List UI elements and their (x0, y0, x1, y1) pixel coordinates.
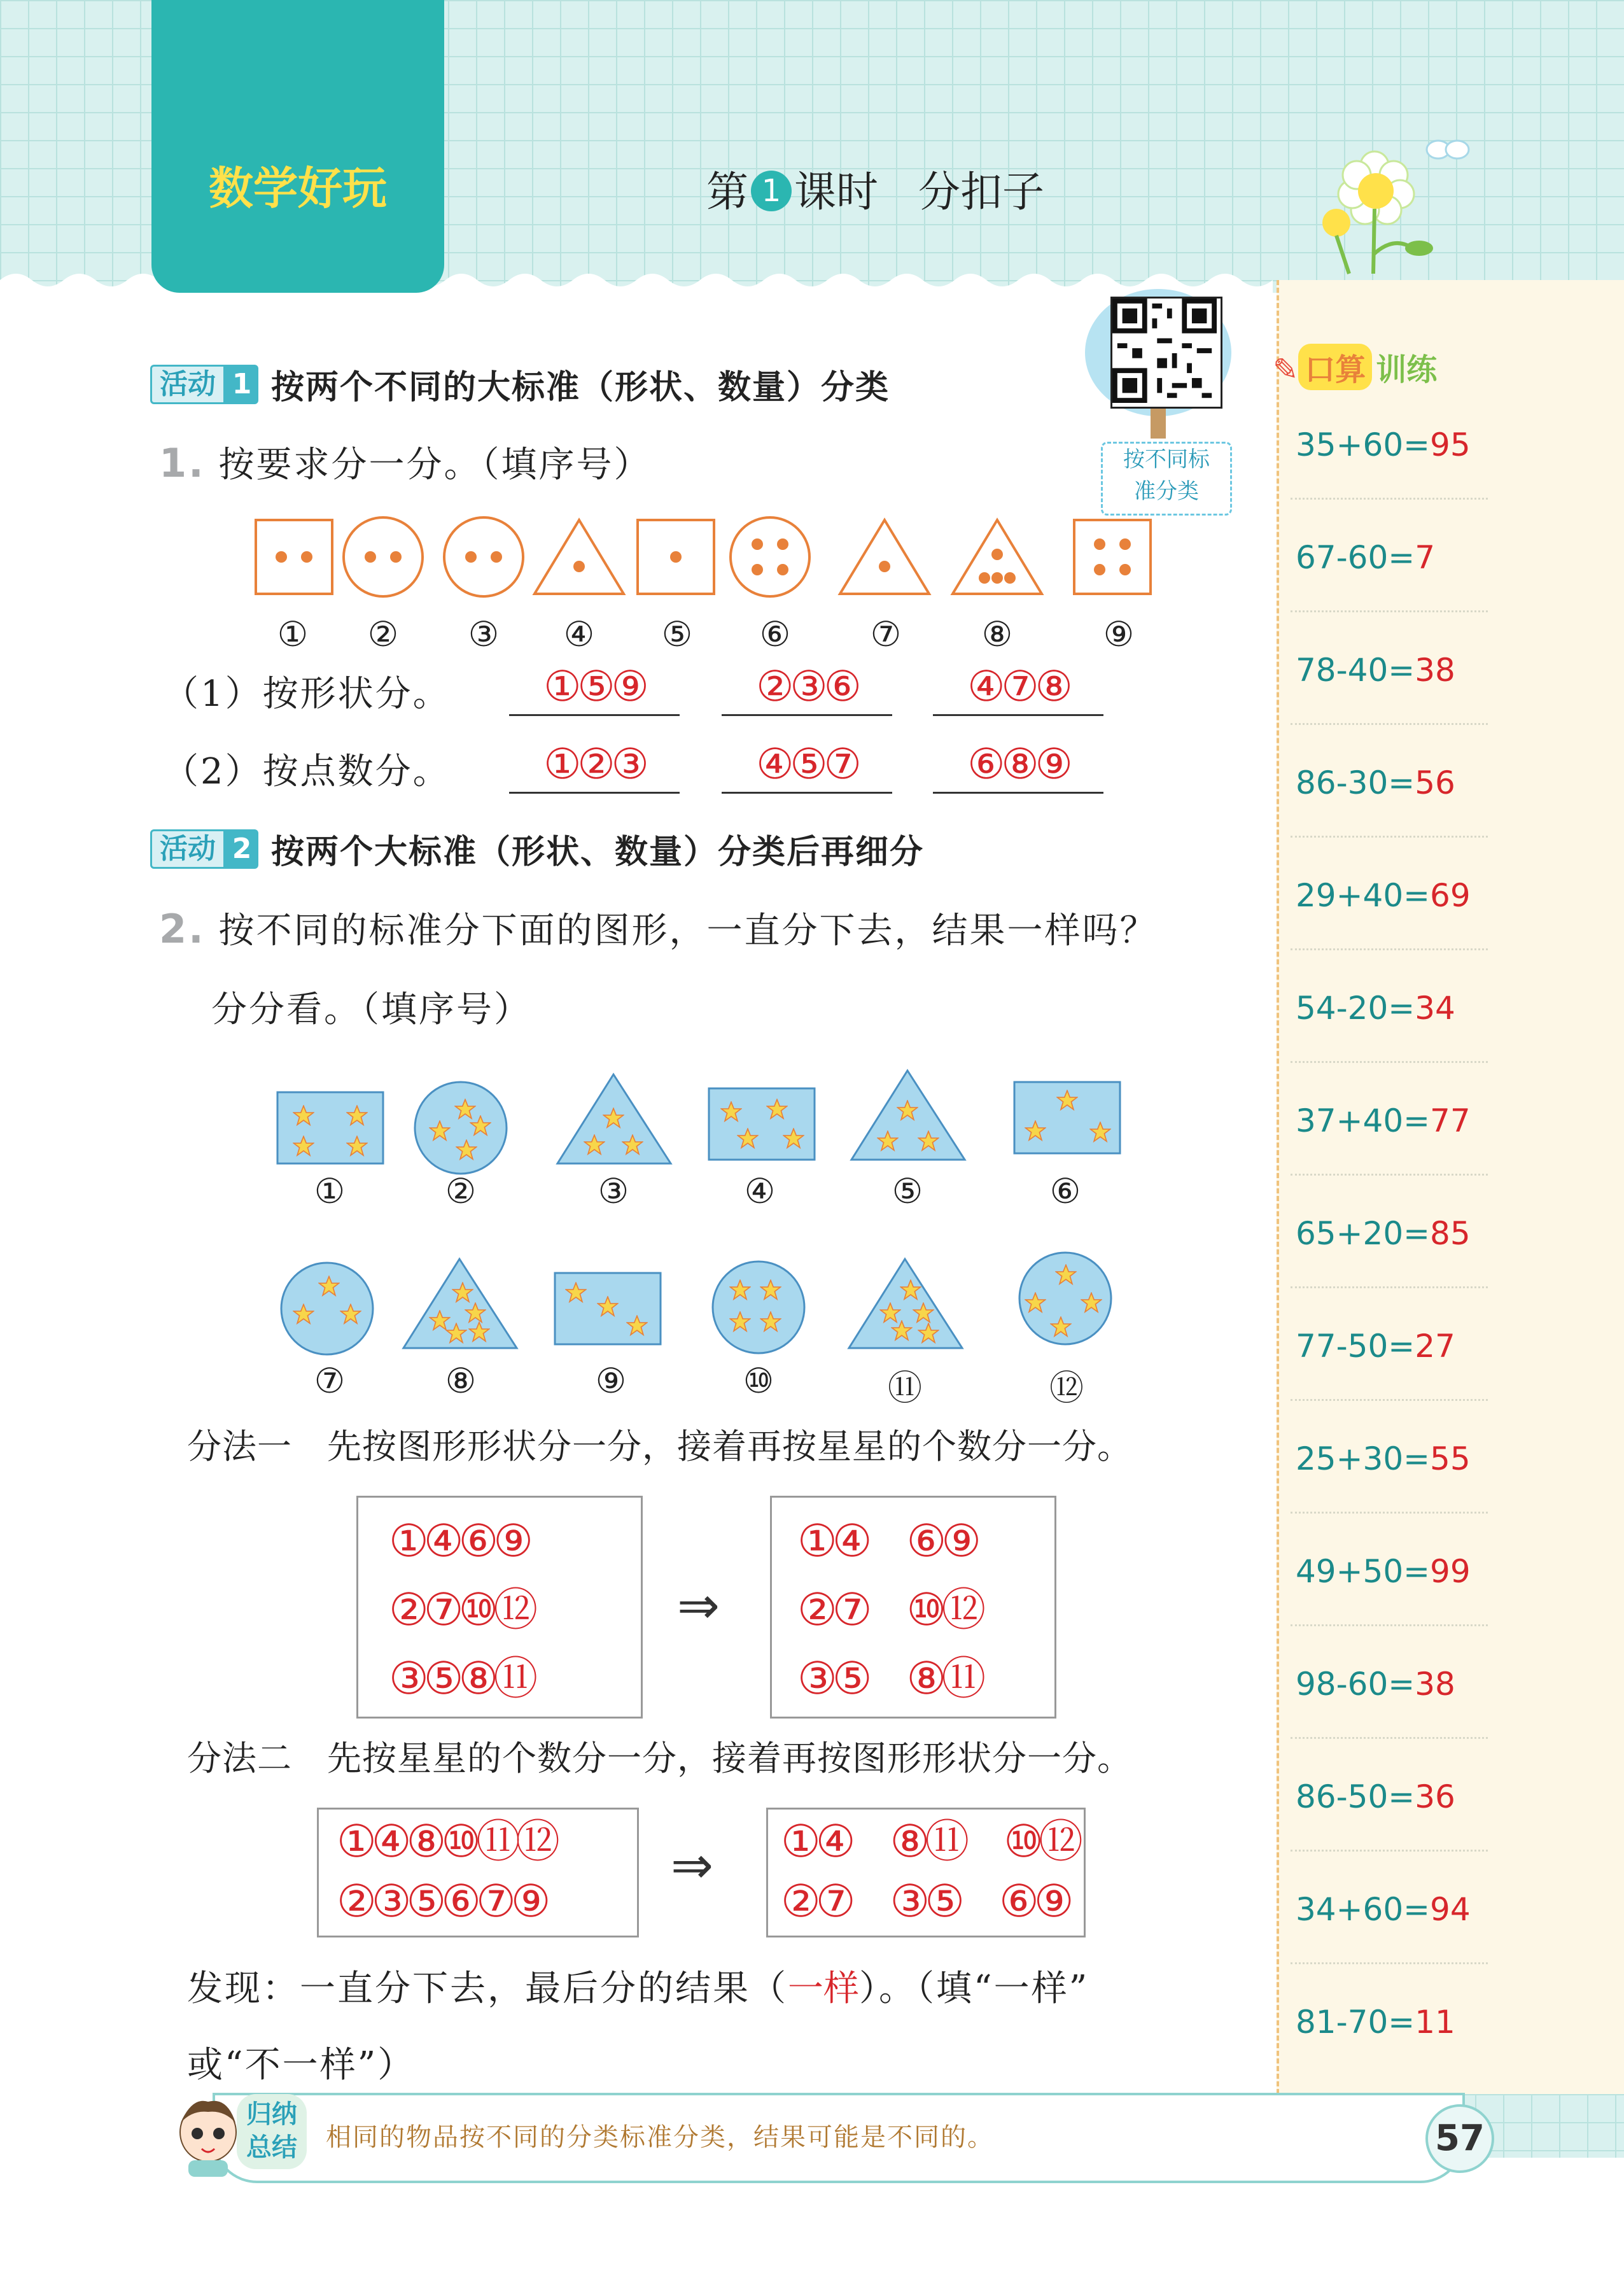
q1-shapes (248, 512, 1171, 601)
qr-label-line1: 按不同标 (1123, 447, 1210, 472)
q2-label-11: ⑪ (888, 1368, 922, 1408)
q2-shape-2-circle (415, 1082, 507, 1174)
summary-badge-line1: 归纳 (246, 2100, 297, 2129)
mental-math-expression: 65+20= (1296, 1215, 1431, 1252)
mental-math-item (1296, 1778, 1487, 1815)
q2-prompt-line (159, 903, 1158, 953)
mental-math-item (1296, 2004, 1487, 2041)
q1-part1-answer-3[interactable]: ④⑦⑧ (933, 659, 1103, 716)
activity2-title: 按两个大标准（形状、数量）分类后再细分 (271, 833, 925, 871)
method2-box2-row1: ①④ ⑧⑪ ⑩⑫ (781, 1815, 1079, 1867)
q1-shape-9-square (1074, 520, 1151, 594)
method1-box2-row2: ②⑦ ⑩⑫ (797, 1584, 981, 1636)
mental-math-expression: 29+40= (1296, 877, 1431, 914)
q2-shape-4-rect (709, 1088, 815, 1160)
mental-math-item (1296, 1102, 1487, 1139)
mental-math-result[interactable]: 55 (1430, 1440, 1471, 1477)
sidebar-title-b: 训练 (1376, 352, 1438, 388)
mental-math-item (1296, 990, 1487, 1027)
mental-math-result[interactable]: 38 (1415, 1666, 1455, 1703)
mental-math-item (1296, 1891, 1487, 1928)
mental-math-separator (1291, 1737, 1488, 1739)
q1-label-9: ⑨ (1103, 614, 1135, 654)
mental-math-separator (1291, 1512, 1488, 1514)
lesson-title (706, 158, 1044, 218)
q1-label-6: ⑥ (759, 614, 791, 654)
q2-label-8: ⑧ (445, 1361, 477, 1401)
mental-math-expression: 81-70= (1296, 2004, 1415, 2041)
mental-math-expression: 78-40= (1296, 652, 1415, 689)
finding-answer[interactable]: 一样 (788, 1968, 859, 2009)
q1-label-8: ⑧ (981, 614, 1013, 654)
method1-box1-row2: ②⑦⑩⑫ (389, 1584, 533, 1636)
method2-box1 (317, 1808, 639, 1937)
mental-math-result[interactable]: 7 (1415, 539, 1435, 576)
mental-math-expression: 54-20= (1296, 990, 1415, 1027)
mental-math-item (1296, 1215, 1487, 1252)
q1-number: 1. (159, 440, 206, 486)
lesson-number-badge: 1 (751, 171, 792, 211)
q2-shape-7-circle (281, 1263, 373, 1354)
q1-label-3: ③ (468, 614, 500, 654)
q1-shape-6-circle (731, 517, 809, 596)
mental-math-result[interactable]: 95 (1430, 426, 1471, 463)
mental-math-item (1296, 539, 1487, 576)
q1-shape-7-triangle (840, 520, 929, 594)
page-number: 57 (1425, 2104, 1494, 2173)
method1-box2-row3: ③⑤ ⑧⑪ (797, 1652, 981, 1705)
q2-shape-10-circle (713, 1262, 804, 1353)
method2-text: 分法二 先按星星的个数分一分，接着再按图形形状分一分。 (187, 1738, 1132, 1778)
mental-math-expression: 86-30= (1296, 764, 1415, 801)
mental-math-item (1296, 764, 1487, 801)
mental-math-result[interactable]: 34 (1415, 990, 1455, 1027)
mental-math-expression: 77-50= (1296, 1328, 1415, 1365)
butterfly-icon (1422, 134, 1473, 172)
method1-box2 (770, 1496, 1056, 1719)
finding-line2: 或“不一样”） (187, 2044, 416, 2086)
mental-math-expression: 35+60= (1296, 426, 1431, 463)
method2-box1-row2: ②③⑤⑥⑦⑨ (337, 1875, 546, 1927)
mental-math-result[interactable]: 38 (1415, 652, 1455, 689)
mental-math-expression: 49+50= (1296, 1553, 1431, 1590)
mental-math-result[interactable]: 99 (1430, 1553, 1471, 1590)
mental-math-expression: 86-50= (1296, 1778, 1415, 1815)
q2-label-9: ⑨ (595, 1361, 627, 1401)
q2-label-12: ⑫ (1049, 1368, 1084, 1408)
q2-label-10: ⑩ (743, 1361, 774, 1401)
q2-label-5: ⑤ (892, 1171, 923, 1211)
method2-arrow: ⇒ (671, 1836, 714, 1895)
section-tab (151, 0, 444, 293)
mental-math-item (1296, 1328, 1487, 1365)
mental-math-expression: 34+60= (1296, 1891, 1431, 1928)
mental-math-separator (1291, 1174, 1488, 1176)
activity2-header (150, 825, 924, 873)
qr-code[interactable] (1110, 297, 1222, 409)
method2-box2-row2: ②⑦ ③⑤ ⑥⑨ (781, 1875, 1069, 1927)
mental-math-result[interactable]: 77 (1430, 1102, 1471, 1139)
mental-math-result[interactable]: 56 (1415, 764, 1455, 801)
q1-shape-4-triangle (535, 520, 624, 594)
mental-math-result[interactable]: 11 (1415, 2004, 1455, 2041)
sidebar-title (1273, 344, 1437, 390)
finding-suffix: ）。（填“一样” (859, 1968, 1089, 2009)
activity1-header (150, 360, 890, 408)
mental-math-expression: 25+30= (1296, 1440, 1431, 1477)
lesson-suffix: 课时 (794, 167, 878, 216)
activity1-number: 1 (225, 365, 258, 404)
q1-label-1: ① (277, 614, 309, 654)
mental-math-separator (1291, 723, 1488, 725)
q2-shapes (267, 1063, 1133, 1362)
activity1-tag: 活动 (150, 365, 225, 404)
q2-label-3: ③ (598, 1171, 629, 1211)
q1-label-2: ② (367, 614, 399, 654)
mental-math-separator (1291, 948, 1488, 950)
q2-label-2: ② (445, 1171, 477, 1211)
section-tab-title: 数学好玩 (209, 162, 387, 214)
q2-label-1: ① (314, 1171, 346, 1211)
mental-math-result[interactable]: 94 (1430, 1891, 1471, 1928)
q1-shape-1-square (256, 520, 332, 594)
method1-arrow: ⇒ (677, 1576, 720, 1635)
q1-part2-answer-3[interactable]: ⑥⑧⑨ (933, 737, 1103, 794)
q1-prompt-line (159, 437, 652, 488)
qr-code-icon (1112, 299, 1217, 403)
mental-math-separator (1291, 1962, 1488, 1964)
method2-box1-row1: ①④⑧⑩⑪⑫ (337, 1815, 556, 1867)
method1-box2-row1: ①④ ⑥⑨ (797, 1515, 977, 1567)
mental-math-item (1296, 652, 1487, 689)
method2-box2 (766, 1808, 1086, 1937)
q1-label-5: ⑤ (661, 614, 693, 654)
mental-math-result[interactable]: 85 (1430, 1215, 1471, 1252)
mental-math-expression: 67-60= (1296, 539, 1415, 576)
mental-math-item (1296, 1666, 1487, 1703)
mental-math-separator (1291, 836, 1488, 838)
child-mascot-icon (173, 2094, 243, 2177)
summary-text: 相同的物品按不同的分类标准分类，结果可能是不同的。 (326, 2123, 994, 2152)
q1-label-4: ④ (563, 614, 595, 654)
method1-text: 分法一 先按图形形状分一分，接着再按星星的个数分一分。 (187, 1426, 1132, 1466)
summary-badge (237, 2094, 307, 2169)
mental-math-expression: 98-60= (1296, 1666, 1415, 1703)
pencil-icon: ✎ (1273, 352, 1299, 388)
q1-shape-3-circle (444, 517, 523, 596)
q2-label-6: ⑥ (1049, 1171, 1081, 1211)
q1-part1-answer-2[interactable]: ②③⑥ (722, 659, 892, 716)
activity2-number: 2 (225, 829, 258, 869)
q1-part2-answer-2[interactable]: ④⑤⑦ (722, 737, 892, 794)
mental-math-separator (1291, 498, 1488, 500)
mental-math-separator (1291, 1850, 1488, 1852)
activity1-title: 按两个不同的大标准（形状、数量）分类 (271, 369, 890, 407)
q2-number: 2. (159, 906, 206, 952)
lesson-prefix: 第 (706, 167, 748, 216)
q1-shape-2-circle (344, 517, 423, 596)
q1-part1-answer-1[interactable]: ①⑤⑨ (509, 659, 680, 716)
qr-label (1101, 442, 1232, 516)
mental-math-expression: 37+40= (1296, 1102, 1431, 1139)
mental-math-separator (1291, 1286, 1488, 1288)
sidebar-title-a: 口算 (1298, 344, 1372, 390)
q1-prompt: 按要求分一分。（填序号） (218, 444, 652, 486)
q2-label-7: ⑦ (314, 1361, 346, 1401)
q1-part2-label: （2）按点数分。 (163, 751, 451, 792)
q2-prompt: 按不同的标准分下面的图形，一直分下去，结果一样吗？ (218, 910, 1158, 952)
q1-part1-label: （1）按形状分。 (163, 673, 451, 715)
q1-label-7: ⑦ (870, 614, 902, 654)
qr-label-line2: 准分类 (1134, 479, 1199, 504)
method1-box1 (356, 1496, 643, 1719)
mental-math-separator (1291, 1061, 1488, 1063)
activity2-tag: 活动 (150, 829, 225, 869)
mental-math-separator (1291, 1624, 1488, 1626)
mental-math-item (1296, 877, 1487, 914)
q2-prompt-line2: 分分看。（填序号） (211, 989, 531, 1030)
q1-part2-answer-1[interactable]: ①②③ (509, 737, 680, 794)
method1-box1-row3: ③⑤⑧⑪ (389, 1652, 533, 1705)
mental-math-separator (1291, 610, 1488, 612)
mental-math-result[interactable]: 69 (1430, 877, 1471, 914)
method1-box1-row1: ①④⑥⑨ (389, 1515, 529, 1567)
mental-math-separator (1291, 1399, 1488, 1401)
lesson-name: 分扣子 (918, 167, 1044, 216)
q2-shape-1-rect (277, 1092, 383, 1164)
mental-math-item (1296, 1440, 1487, 1477)
mental-math-item (1296, 426, 1487, 463)
sidebar-divider (1277, 280, 1282, 2094)
finding-line1 (187, 1960, 1089, 2011)
summary-badge-line2: 总结 (246, 2133, 297, 2162)
mental-math-result[interactable]: 27 (1415, 1328, 1455, 1365)
q2-label-4: ④ (744, 1171, 776, 1211)
mental-math-item (1296, 1553, 1487, 1590)
mental-math-result[interactable]: 36 (1415, 1778, 1455, 1815)
finding-prefix: 发现：一直分下去，最后分的结果（ (187, 1968, 788, 2009)
